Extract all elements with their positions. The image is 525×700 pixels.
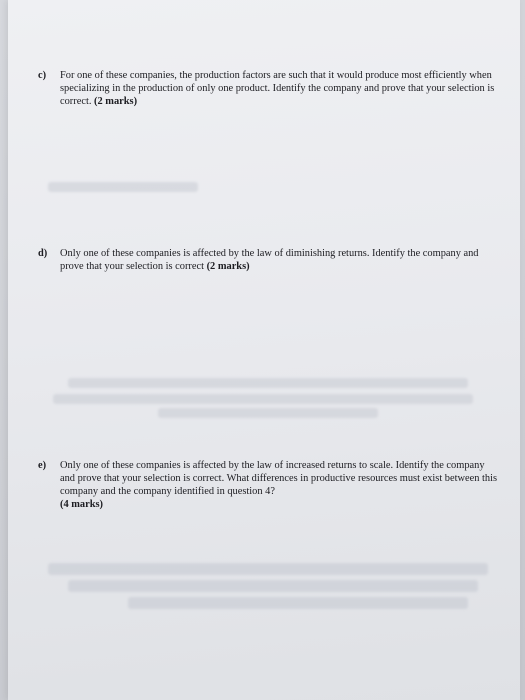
bleed-through-marks [68,378,468,388]
bleed-through-marks [128,597,468,609]
question-e-marks: (4 marks) [60,499,103,510]
question-c-body: For one of these companies, the production factors are such that it would produce most efficiently when specializing in the production of only one product. Identify the company and prove that your selection is correct. [60,70,495,107]
question-c-text [60,69,498,108]
bleed-through-marks [53,394,473,404]
paper-sheet [8,0,520,700]
question-c [38,69,498,108]
bleed-through-marks [158,408,378,418]
question-d-text [60,247,498,273]
question-d-body: Only one of these companies is affected by the law of diminishing returns. Identify the company and prove that your selection is correct [60,248,479,272]
question-e [38,459,498,511]
question-c-letter: c) [38,70,47,81]
question-e-letter: e) [38,460,47,471]
bleed-through-marks [48,182,198,192]
question-c-marks: (2 marks) [94,96,138,107]
question-e-text [60,459,498,511]
question-d-marks: (2 marks) [206,261,250,272]
question-d [38,247,498,273]
bleed-through-marks [68,580,478,592]
question-e-body: Only one of these companies is affected by the law of increased returns to scale. Identify the company and prove that your selection is correct. What differences in productive resources must exist between this company and the company identified in question 4? [60,460,498,497]
question-d-letter: d) [38,248,48,259]
bleed-through-marks [48,563,488,575]
